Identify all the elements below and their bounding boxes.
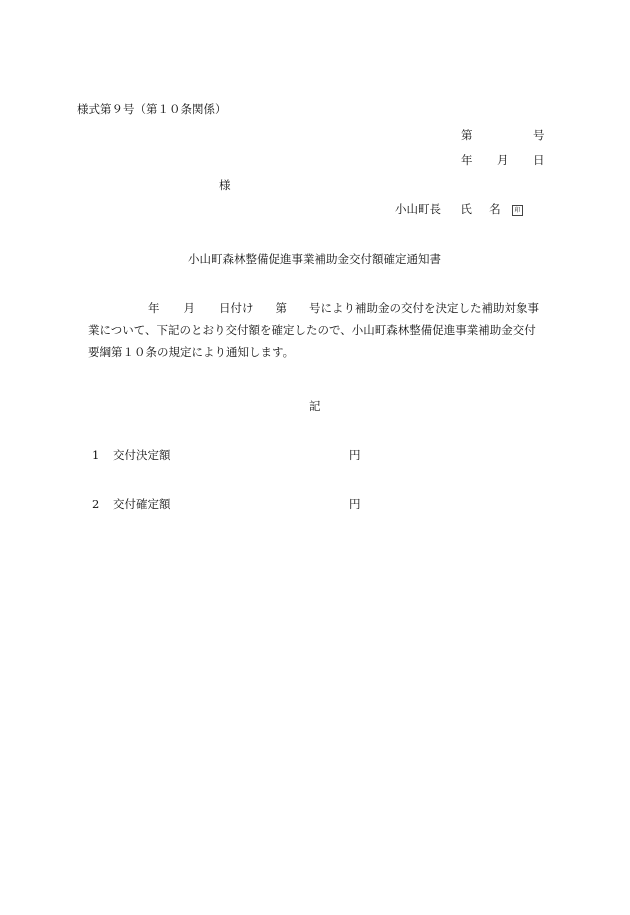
date-month-label: 月 [497, 153, 509, 167]
body-line-1-rest: 号により補助金の交付を決定した補助対象事 [309, 301, 539, 315]
sender-line [395, 204, 523, 216]
form-label: 様式第９号（第１０条関係） [77, 102, 227, 116]
item-2-label: 交付確定額 [113, 497, 171, 511]
date-day-label: 日 [533, 153, 545, 167]
body-month: 月 [183, 301, 195, 315]
doc-number-suffix: 号 [533, 128, 545, 142]
document-title: 小山町森林整備促進事業補助金交付額確定通知書 [188, 252, 441, 266]
body-no: 第 [275, 301, 287, 315]
body-year: 年 [148, 301, 160, 315]
body-line-3: 要綱第１０条の規定により通知します。 [88, 345, 295, 359]
body-dated: 日付け [219, 301, 254, 315]
seal-mark: 印 [512, 205, 523, 216]
item-2-number: 2 [92, 497, 100, 511]
ki-heading: 記 [309, 399, 321, 413]
item-2-unit: 円 [349, 497, 361, 511]
addressee-suffix: 様 [219, 178, 231, 192]
sender-title: 小山町長 [395, 202, 441, 216]
sender-mei: 名 [489, 202, 501, 216]
item-1-number: 1 [92, 448, 100, 462]
body-line-2: 業について、下記のとおり交付額を確定したので、小山町森林整備促進事業補助金交付 [88, 323, 536, 337]
doc-number-prefix: 第 [461, 128, 473, 142]
body-paragraph [88, 297, 558, 363]
item-1-label: 交付決定額 [113, 448, 171, 462]
date-year-label: 年 [461, 153, 473, 167]
body-line-1 [88, 297, 558, 319]
sender-shi: 氏 [460, 202, 472, 216]
item-1-unit: 円 [349, 448, 361, 462]
